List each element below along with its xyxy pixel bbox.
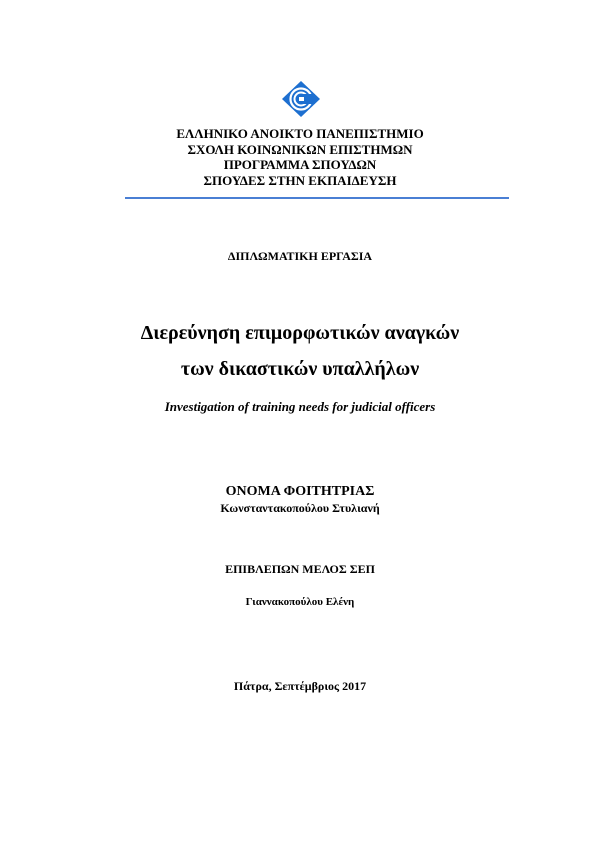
institution-block	[0, 126, 600, 188]
thesis-type: ΔΙΠΛΩΜΑΤΙΚΗ ΕΡΓΑΣΙΑ	[227, 249, 373, 263]
thesis-title-line-1: Διερεύνηση επιμορφωτικών αναγκών	[140, 322, 460, 344]
student-label: ΟΝΟΜΑ ΦΟΙΤΗΤΡΙΑΣ	[225, 484, 375, 499]
thesis-title-english: Investigation of training needs for judicial officers	[164, 399, 436, 414]
program-label: ΠΡΟΓΡΑΜΜΑ ΣΠΟΥΔΩΝ	[223, 157, 377, 172]
thesis-title-line-2: των δικαστικών υπαλλήλων	[180, 358, 420, 380]
place-date: Πάτρα, Σεπτέμβριος 2017	[233, 679, 367, 693]
header-divider	[125, 197, 509, 199]
school-name: ΣΧΟΛΗ ΚΟΙΝΩΝΙΚΩΝ ΕΠΙΣΤΗΜΩΝ	[187, 141, 413, 157]
supervisor-name: Γιαννακοπούλου Ελένη	[245, 596, 355, 608]
supervisor-label: ΕΠΙΒΛΕΠΩΝ ΜΕΛΟΣ ΣΕΠ	[225, 562, 375, 576]
thesis-title-greek	[0, 315, 600, 387]
student-name: Κωνσταντακοπούλου Στυλιανή	[220, 501, 380, 515]
university-logo-icon	[281, 80, 321, 118]
program-name: ΣΠΟΥΔΕΣ ΣΤΗΝ ΕΚΠΑΙΔΕΥΣΗ	[203, 172, 397, 188]
institution-name: ΕΛΛΗΝΙΚΟ ΑΝΟΙΚΤΟ ΠΑΝΕΠΙΣΤΗΜΙΟ	[176, 126, 424, 141]
